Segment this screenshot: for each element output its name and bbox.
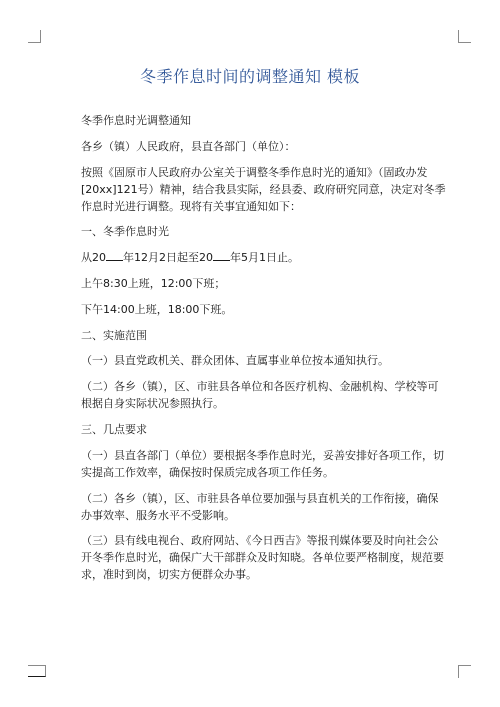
crop-mark-top-left [28, 30, 41, 43]
intro-paragraph: 按照《固原市人民政府办公室关于调整冬季作息时光的通知》（固政办发[20xx]121号）精神，结合我县实际，经县委、政府研究同意，决定对冬季作息时光进行调整。现将有关事宜通知如下： [81, 165, 446, 213]
document-body [62, 112, 446, 592]
crop-mark-top-right [458, 30, 471, 43]
section-2-title: 二、实施范围 [81, 328, 147, 342]
section-3-title: 三、几点要求 [81, 422, 147, 436]
blank-year-1 [106, 250, 123, 261]
crop-mark-bottom-left [28, 665, 46, 677]
requirement-1: （一）县直各部门（单位）要根据冬季作息时光，妥善安排好各项工作，切实提高工作效率，确保按时保质完成各项工作任务。 [81, 448, 444, 479]
requirement-3: （三）县有线电视台、政府网站、《今日西吉》等报刊媒体要及时向社会公开冬季作息时光，确保广大干部群众及时知晓。各单位要严格制度，规范要求，准时到岗，切实方便群众办事。 [81, 534, 444, 582]
document-title: 冬季作息时间的调整通知 模板 [139, 67, 361, 86]
salutation: 各乡（镇）人民政府，县直各部门（单位）： [81, 139, 296, 153]
date-range-middle: 年12月2日起至20 [123, 251, 213, 265]
requirement-2: （二）各乡（镇），区、市驻县各单位要加强与县直机关的工作衔接，确保办事效率、服务水平不受影响。 [81, 491, 439, 522]
notice-heading: 冬季作息时光调整通知 [81, 114, 191, 127]
morning-hours: 上午8:30上班，12:00下班； [81, 276, 226, 290]
date-range-start: 从20 [81, 251, 106, 265]
date-range-end: 年5月1日止。 [230, 251, 299, 265]
scope-item-1: （一）县直党政机关、群众团体、直属事业单位按本通知执行。 [81, 354, 389, 368]
date-range [62, 249, 446, 266]
blank-year-2 [213, 250, 230, 261]
section-1-title: 一、冬季作息时光 [81, 225, 169, 239]
crop-mark-bottom-right [458, 665, 471, 678]
afternoon-hours: 下午14:00上班，18:00下班。 [81, 302, 233, 316]
scope-item-2: （二）各乡（镇），区、市驻县各单位和各医疗机构、金融机构、学校等可根据自身实际状况参照执行。 [81, 380, 439, 411]
